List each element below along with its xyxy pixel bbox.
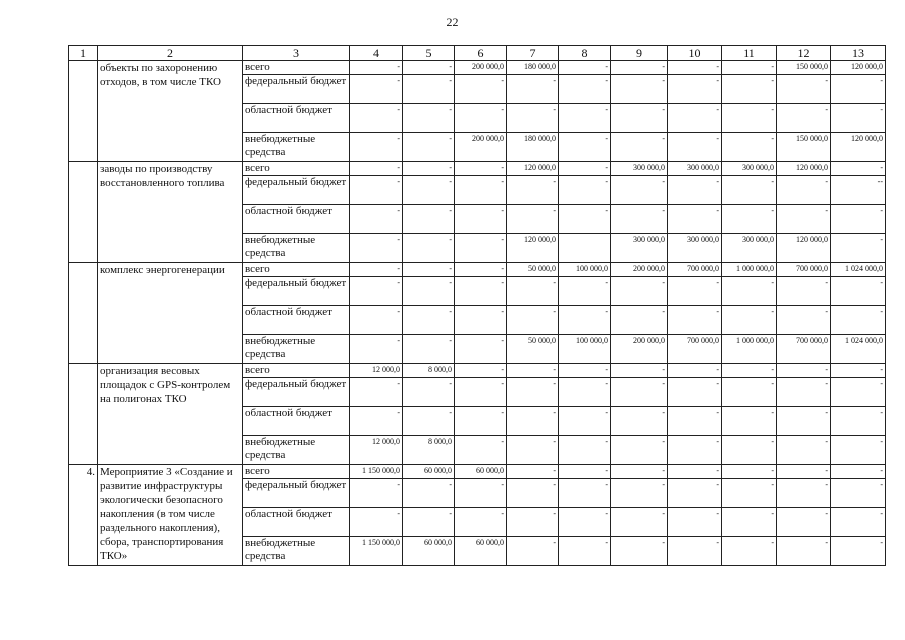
value-cell: -: [507, 205, 559, 234]
value-cell: -: [777, 176, 831, 205]
value-cell: 1 024 000,0: [831, 263, 886, 277]
value-cell: 1 150 000,0: [350, 465, 403, 479]
value-cell: -: [722, 364, 777, 378]
value-cell: -: [350, 234, 403, 263]
value-cell: -: [611, 508, 668, 537]
value-cell: -: [559, 61, 611, 75]
value-cell: -: [559, 176, 611, 205]
col-header: 9: [611, 46, 668, 61]
value-cell: -: [777, 407, 831, 436]
value-cell: -: [722, 176, 777, 205]
table-row: [69, 162, 886, 176]
value-cell: -: [350, 176, 403, 205]
col-header: 8: [559, 46, 611, 61]
table-body: [69, 61, 886, 566]
value-cell: -: [777, 277, 831, 306]
value-cell: -: [777, 436, 831, 465]
value-cell: -: [455, 277, 507, 306]
value-cell: -: [831, 465, 886, 479]
value-cell: -: [403, 263, 455, 277]
value-cell: -: [831, 277, 886, 306]
value-cell: -: [831, 234, 886, 263]
value-cell: 150 000,0: [777, 61, 831, 75]
value-cell: -: [403, 75, 455, 104]
value-cell: 50 000,0: [507, 263, 559, 277]
value-cell: -: [831, 162, 886, 176]
value-cell: -: [611, 75, 668, 104]
value-cell: -: [350, 479, 403, 508]
value-cell: -: [722, 205, 777, 234]
value-cell: -: [350, 306, 403, 335]
col-header: 1: [69, 46, 98, 61]
value-cell: -: [831, 508, 886, 537]
value-cell: -: [559, 479, 611, 508]
value-cell: 120 000,0: [831, 133, 886, 162]
value-cell: -: [350, 133, 403, 162]
value-cell: 8 000,0: [403, 436, 455, 465]
value-cell: 300 000,0: [611, 234, 668, 263]
value-cell: -: [507, 364, 559, 378]
value-cell: -: [507, 407, 559, 436]
value-cell: -: [403, 277, 455, 306]
col-header: 6: [455, 46, 507, 61]
col-header: 2: [98, 46, 243, 61]
value-cell: -: [831, 436, 886, 465]
source-total: всего: [243, 61, 350, 75]
value-cell: -: [455, 479, 507, 508]
value-cell: -: [831, 378, 886, 407]
item-name: заводы по производству восстановленного топлива: [98, 162, 243, 263]
value-cell: -: [403, 479, 455, 508]
value-cell: 120 000,0: [507, 162, 559, 176]
value-cell: 300 000,0: [611, 162, 668, 176]
source-total: всего: [243, 465, 350, 479]
value-cell: -: [559, 75, 611, 104]
value-cell: -: [507, 479, 559, 508]
value-cell: -: [831, 104, 886, 133]
value-cell: -: [611, 104, 668, 133]
value-cell: -: [777, 306, 831, 335]
item-name: комплекс энергогенерации: [98, 263, 243, 364]
value-cell: -: [403, 205, 455, 234]
value-cell: -: [559, 436, 611, 465]
source-regional: областной бюджет: [243, 205, 350, 234]
value-cell: -: [559, 407, 611, 436]
value-cell: -: [507, 277, 559, 306]
value-cell: -: [668, 306, 722, 335]
value-cell: -: [722, 378, 777, 407]
value-cell: -: [668, 364, 722, 378]
value-cell: 1 024 000,0: [831, 335, 886, 364]
value-cell: -: [507, 436, 559, 465]
value-cell: -: [403, 508, 455, 537]
value-cell: 8 000,0: [403, 364, 455, 378]
value-cell: -: [722, 479, 777, 508]
value-cell: -: [559, 162, 611, 176]
value-cell: -: [668, 436, 722, 465]
value-cell: -: [350, 378, 403, 407]
value-cell: -: [611, 205, 668, 234]
budget-table: [68, 45, 886, 566]
value-cell: 150 000,0: [777, 133, 831, 162]
value-cell: -: [507, 378, 559, 407]
value-cell: 60 000,0: [455, 537, 507, 566]
value-cell: -: [777, 378, 831, 407]
value-cell: -: [455, 335, 507, 364]
value-cell: -: [507, 508, 559, 537]
source-federal: федеральный бюджет: [243, 378, 350, 407]
value-cell: -: [611, 364, 668, 378]
row-index: 4.: [69, 465, 98, 566]
value-cell: -: [350, 263, 403, 277]
value-cell: -: [455, 508, 507, 537]
value-cell: 1 000 000,0: [722, 263, 777, 277]
source-federal: федеральный бюджет: [243, 277, 350, 306]
value-cell: -: [559, 508, 611, 537]
col-header: 11: [722, 46, 777, 61]
value-cell: -: [507, 104, 559, 133]
value-cell: -: [507, 537, 559, 566]
value-cell: -: [831, 75, 886, 104]
value-cell: -: [403, 335, 455, 364]
value-cell: -: [350, 335, 403, 364]
source-total: всего: [243, 263, 350, 277]
value-cell: 120 000,0: [777, 234, 831, 263]
value-cell: -: [455, 162, 507, 176]
value-cell: -: [403, 407, 455, 436]
value-cell: -: [831, 205, 886, 234]
value-cell: -: [777, 465, 831, 479]
col-header: 10: [668, 46, 722, 61]
value-cell: -: [668, 378, 722, 407]
value-cell: -: [611, 61, 668, 75]
item-name: Мероприятие 3 «Создание и развитие инфраструктуры экологически безопасного накопления (в том числе раздельного накопления), сбора, транспортирования ТКО»: [98, 465, 243, 566]
value-cell: 60 000,0: [403, 537, 455, 566]
source-federal: федеральный бюджет: [243, 75, 350, 104]
value-cell: -: [507, 465, 559, 479]
value-cell: -: [668, 205, 722, 234]
table-row: [69, 61, 886, 75]
row-index: [69, 162, 98, 263]
value-cell: -: [559, 364, 611, 378]
value-cell: -: [403, 61, 455, 75]
value-cell: -: [777, 364, 831, 378]
value-cell: -: [455, 407, 507, 436]
value-cell: -: [559, 306, 611, 335]
source-offbudget: внебюджетные средства: [243, 133, 350, 162]
value-cell: 300 000,0: [722, 234, 777, 263]
value-cell: -: [611, 465, 668, 479]
source-total: всего: [243, 162, 350, 176]
source-offbudget: внебюджетные средства: [243, 234, 350, 263]
page-number: 22: [446, 15, 459, 29]
value-cell: -: [777, 537, 831, 566]
value-cell: -: [668, 104, 722, 133]
value-cell: -: [611, 133, 668, 162]
source-regional: областной бюджет: [243, 407, 350, 436]
value-cell: 700 000,0: [777, 335, 831, 364]
value-cell: --: [831, 176, 886, 205]
value-cell: -: [668, 75, 722, 104]
col-header: 7: [507, 46, 559, 61]
value-cell: -: [507, 306, 559, 335]
value-cell: [559, 234, 611, 263]
value-cell: -: [455, 234, 507, 263]
value-cell: 300 000,0: [668, 162, 722, 176]
row-index: [69, 263, 98, 364]
value-cell: -: [455, 263, 507, 277]
value-cell: -: [668, 61, 722, 75]
value-cell: -: [559, 465, 611, 479]
value-cell: -: [455, 104, 507, 133]
value-cell: -: [831, 364, 886, 378]
source-regional: областной бюджет: [243, 508, 350, 537]
value-cell: -: [403, 378, 455, 407]
value-cell: -: [559, 378, 611, 407]
value-cell: -: [403, 306, 455, 335]
value-cell: -: [831, 407, 886, 436]
value-cell: -: [611, 306, 668, 335]
value-cell: -: [611, 277, 668, 306]
value-cell: 120 000,0: [507, 234, 559, 263]
value-cell: -: [350, 508, 403, 537]
value-cell: -: [722, 436, 777, 465]
value-cell: -: [611, 537, 668, 566]
value-cell: -: [559, 537, 611, 566]
value-cell: -: [350, 75, 403, 104]
col-header: 4: [350, 46, 403, 61]
value-cell: -: [455, 306, 507, 335]
col-header: 5: [403, 46, 455, 61]
value-cell: -: [403, 162, 455, 176]
value-cell: -: [777, 205, 831, 234]
value-cell: -: [722, 508, 777, 537]
value-cell: -: [668, 537, 722, 566]
value-cell: -: [777, 479, 831, 508]
value-cell: -: [559, 133, 611, 162]
value-cell: -: [559, 205, 611, 234]
value-cell: -: [777, 508, 831, 537]
value-cell: -: [722, 465, 777, 479]
value-cell: -: [350, 407, 403, 436]
value-cell: -: [403, 104, 455, 133]
value-cell: -: [559, 104, 611, 133]
row-index: [69, 364, 98, 465]
value-cell: 200 000,0: [611, 263, 668, 277]
value-cell: -: [722, 306, 777, 335]
value-cell: -: [668, 508, 722, 537]
value-cell: -: [722, 133, 777, 162]
source-offbudget: внебюджетные средства: [243, 537, 350, 566]
value-cell: -: [455, 75, 507, 104]
value-cell: -: [350, 162, 403, 176]
source-offbudget: внебюджетные средства: [243, 436, 350, 465]
source-offbudget: внебюджетные средства: [243, 335, 350, 364]
row-index: [69, 61, 98, 162]
value-cell: 60 000,0: [403, 465, 455, 479]
value-cell: -: [611, 378, 668, 407]
value-cell: 300 000,0: [668, 234, 722, 263]
value-cell: -: [668, 465, 722, 479]
source-regional: областной бюджет: [243, 104, 350, 133]
source-regional: областной бюджет: [243, 306, 350, 335]
value-cell: -: [455, 205, 507, 234]
col-header: 3: [243, 46, 350, 61]
value-cell: -: [455, 176, 507, 205]
value-cell: 700 000,0: [668, 263, 722, 277]
value-cell: -: [507, 75, 559, 104]
item-name: объекты по захоронению отходов, в том числе ТКО: [98, 61, 243, 162]
col-header: 13: [831, 46, 886, 61]
value-cell: 700 000,0: [777, 263, 831, 277]
value-cell: 100 000,0: [559, 263, 611, 277]
table-row: [69, 465, 886, 479]
value-cell: -: [455, 364, 507, 378]
table-row: [69, 364, 886, 378]
value-cell: -: [403, 176, 455, 205]
source-federal: федеральный бюджет: [243, 479, 350, 508]
value-cell: -: [350, 205, 403, 234]
value-cell: -: [455, 378, 507, 407]
value-cell: -: [722, 61, 777, 75]
value-cell: -: [722, 537, 777, 566]
value-cell: 100 000,0: [559, 335, 611, 364]
source-total: всего: [243, 364, 350, 378]
value-cell: 1 150 000,0: [350, 537, 403, 566]
source-federal: федеральный бюджет: [243, 176, 350, 205]
value-cell: -: [350, 277, 403, 306]
value-cell: 200 000,0: [455, 133, 507, 162]
value-cell: -: [722, 75, 777, 104]
value-cell: -: [611, 479, 668, 508]
value-cell: 180 000,0: [507, 61, 559, 75]
value-cell: 12 000,0: [350, 436, 403, 465]
value-cell: -: [611, 407, 668, 436]
value-cell: -: [722, 407, 777, 436]
value-cell: -: [722, 104, 777, 133]
value-cell: -: [455, 436, 507, 465]
value-cell: -: [611, 176, 668, 205]
value-cell: -: [831, 537, 886, 566]
value-cell: -: [403, 133, 455, 162]
value-cell: -: [831, 306, 886, 335]
value-cell: -: [722, 277, 777, 306]
value-cell: 120 000,0: [831, 61, 886, 75]
value-cell: 300 000,0: [722, 162, 777, 176]
item-name: организация весовых площадок с GPS-контролем на полигонах ТКО: [98, 364, 243, 465]
value-cell: -: [831, 479, 886, 508]
value-cell: 200 000,0: [611, 335, 668, 364]
value-cell: -: [668, 277, 722, 306]
value-cell: -: [668, 176, 722, 205]
value-cell: 60 000,0: [455, 465, 507, 479]
col-header: 12: [777, 46, 831, 61]
value-cell: -: [559, 277, 611, 306]
value-cell: 120 000,0: [777, 162, 831, 176]
value-cell: -: [611, 436, 668, 465]
value-cell: 1 000 000,0: [722, 335, 777, 364]
value-cell: -: [350, 104, 403, 133]
value-cell: 700 000,0: [668, 335, 722, 364]
table-row: [69, 263, 886, 277]
value-cell: -: [777, 104, 831, 133]
value-cell: -: [777, 75, 831, 104]
value-cell: 12 000,0: [350, 364, 403, 378]
value-cell: -: [403, 234, 455, 263]
value-cell: 200 000,0: [455, 61, 507, 75]
value-cell: -: [668, 133, 722, 162]
header-row: [69, 46, 886, 61]
value-cell: -: [350, 61, 403, 75]
value-cell: 180 000,0: [507, 133, 559, 162]
value-cell: 50 000,0: [507, 335, 559, 364]
value-cell: -: [668, 407, 722, 436]
value-cell: -: [507, 176, 559, 205]
value-cell: -: [668, 479, 722, 508]
